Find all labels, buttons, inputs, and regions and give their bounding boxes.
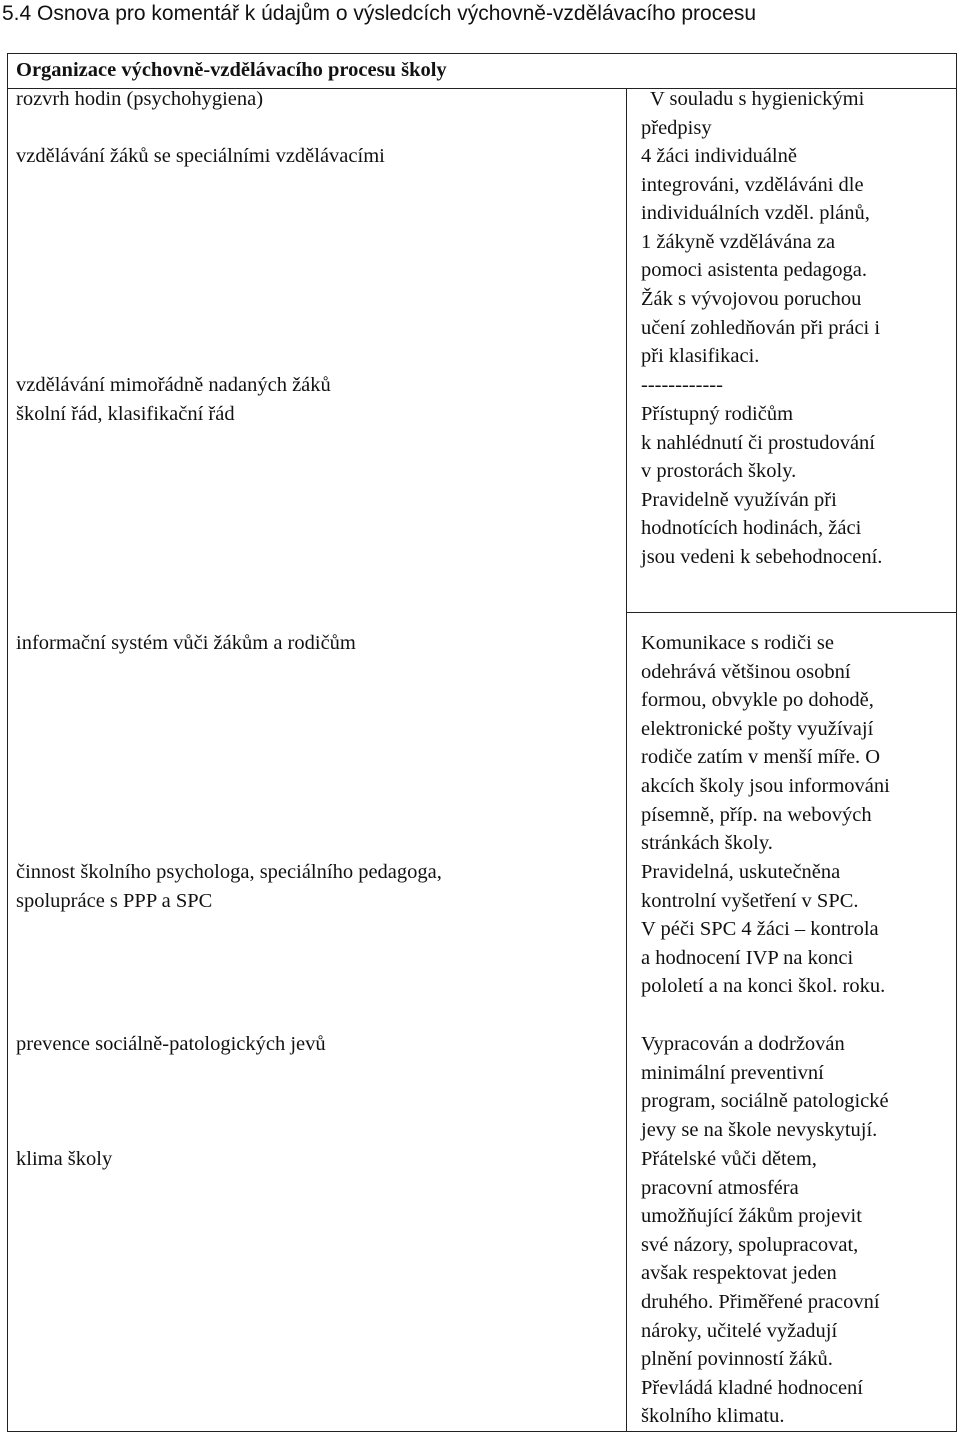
value-line: Komunikace s rodiči se	[641, 632, 834, 654]
value-line: individuálních vzděl. plánů,	[641, 202, 870, 225]
value-line: školního klimatu.	[641, 1405, 785, 1428]
label-line: prevence sociálně-patologických jevů	[16, 1033, 326, 1055]
value-line: Převládá kladné hodnocení	[641, 1376, 864, 1399]
value-line: své názory, spolupracovat,	[641, 1233, 859, 1256]
value-line: program, sociálně patologické	[641, 1090, 889, 1113]
value-line: stránkách školy.	[641, 832, 773, 855]
label-line: školní řád, klasifikační řád	[16, 403, 235, 425]
value-line: hodnotících hodinách, žáci	[641, 517, 862, 540]
table-row-label	[16, 1030, 326, 1059]
value-line: akcích školy jsou informováni	[641, 774, 890, 797]
table-row-value	[641, 85, 865, 142]
table-row-value	[641, 1145, 880, 1431]
value-line: pomoci asistenta pedagoga.	[641, 259, 868, 282]
value-line: Přístupný rodičům	[641, 403, 794, 425]
table-row-label	[16, 85, 263, 114]
table-row-value	[641, 1030, 889, 1144]
value-line: nároky, učitelé vyžadují	[641, 1319, 838, 1342]
value-line: V souladu s hygienickými	[650, 88, 865, 110]
table-row-label	[16, 142, 385, 171]
label-line: činnost školního psychologa, speciálního pedagoga,	[16, 861, 442, 883]
value-line: Pravidelně využíván při	[641, 488, 837, 511]
label-line: klima školy	[16, 1148, 113, 1170]
table-row-label	[16, 858, 442, 915]
value-line: při klasifikaci.	[641, 345, 760, 368]
value-line: Vypracován a dodržován	[641, 1033, 845, 1055]
value-line: Přátelské vůči dětem,	[641, 1148, 817, 1170]
value-line: integrováni, vzděláváni dle	[641, 173, 864, 196]
table-row-label	[16, 371, 331, 400]
table-row-label	[16, 1145, 112, 1174]
label-line: vzdělávání mimořádně nadaných žáků	[16, 374, 331, 396]
value-line: elektronické pošty využívají	[641, 717, 874, 740]
value-line: ------------	[641, 374, 723, 396]
value-line: V péči SPC 4 žáci – kontrola	[641, 918, 879, 941]
value-line: 4 žáci individuálně	[641, 145, 797, 167]
value-line: minimální preventivní	[641, 1061, 824, 1084]
table-row-value	[641, 400, 882, 572]
value-line: avšak respektovat jeden	[641, 1262, 837, 1285]
value-line: pracovní atmosféra	[641, 1176, 799, 1199]
table-row-value	[641, 629, 890, 858]
label-line: informační systém vůči žákům a rodičům	[16, 632, 356, 654]
table-row-value	[641, 371, 723, 400]
value-line: jsou vedeni k sebehodnocení.	[641, 545, 883, 568]
value-line: a hodnocení IVP na konci	[641, 946, 854, 969]
value-line: umožňující žákům projevit	[641, 1205, 862, 1228]
value-line: kontrolní vyšetření v SPC.	[641, 889, 859, 912]
value-line: předpisy	[641, 116, 712, 139]
value-line: plnění povinností žáků.	[641, 1348, 833, 1371]
table-row-value	[641, 142, 880, 371]
label-line: spolupráce s PPP a SPC	[16, 889, 213, 912]
value-line: písemně, příp. na webových	[641, 803, 872, 826]
row-rule	[627, 612, 957, 613]
table-top-rule	[7, 53, 957, 54]
table-row-value	[641, 858, 885, 1001]
value-line: k nahlédnutí či prostudování	[641, 431, 875, 454]
value-line: druhého. Přiměřené pracovní	[641, 1290, 880, 1313]
label-line: rozvrh hodin (psychohygiena)	[16, 88, 264, 110]
value-line: formou, obvykle po dohodě,	[641, 689, 874, 712]
value-line: rodiče zatím v menší míře. O	[641, 746, 881, 769]
table-row-label	[16, 400, 235, 429]
value-line: Pravidelná, uskutečněna	[641, 861, 841, 883]
section-title: Organizace výchovně-vzdělávacího procesu školy	[16, 59, 447, 81]
column-divider	[626, 88, 627, 1432]
value-line: v prostorách školy.	[641, 460, 797, 483]
value-line: učení zohledňován při práci i	[641, 316, 881, 339]
value-line: jevy se na škole nevyskytují.	[641, 1118, 878, 1141]
value-line: 1 žákyně vzdělávána za	[641, 230, 836, 253]
value-line: pololetí a na konci škol. roku.	[641, 975, 886, 998]
page-heading: 5.4 Osnova pro komentář k údajům o výsledcích výchovně-vzdělávacího procesu	[2, 2, 757, 25]
label-line: vzdělávání žáků se speciálními vzdělávacími	[16, 145, 385, 167]
table-row-label	[16, 629, 356, 658]
value-line: odehrává většinou osobní	[641, 660, 851, 683]
value-line: Žák s vývojovou poruchou	[641, 287, 862, 310]
